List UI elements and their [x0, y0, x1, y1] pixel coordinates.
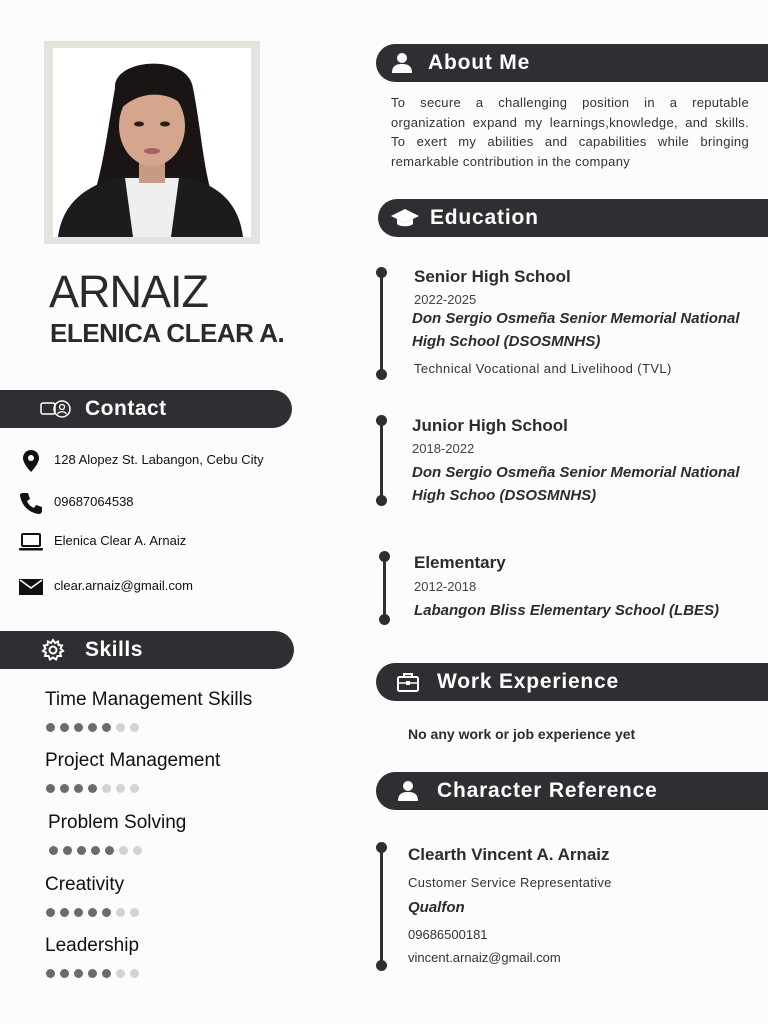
graduation-cap-icon — [390, 207, 420, 229]
reference-phone: 09686500181 — [408, 927, 488, 942]
education-heading: Education — [430, 206, 539, 229]
location-pin-icon — [18, 448, 44, 474]
laptop-icon — [18, 529, 44, 555]
contact-icon — [40, 398, 72, 420]
timeline-dot — [376, 267, 387, 278]
rating-dot-empty — [116, 784, 125, 793]
profile-photo-frame — [44, 41, 260, 244]
first-name: ELENICA CLEAR A. — [50, 318, 285, 348]
rating-dot-filled — [46, 784, 55, 793]
about-text: To secure a challenging position in a reputable organization expand my learnings,knowledge, and skills. To exert my abilities and capabilities while bringing remarkable contribution in the company — [391, 95, 749, 169]
timeline-dot — [376, 960, 387, 971]
reference-heading: Character Reference — [437, 779, 658, 802]
edu-school: Don Sergio Osmeña Senior Memorial National High Schoo (DSOSMNHS) — [412, 464, 740, 504]
skills-heading: Skills — [85, 638, 143, 661]
contact-header — [0, 390, 292, 428]
skill-rating — [49, 846, 142, 855]
skill-name: Project Management — [45, 750, 221, 771]
skills-header — [0, 631, 294, 669]
rating-dot-filled — [88, 908, 97, 917]
briefcase-icon — [396, 671, 420, 693]
rating-dot-filled — [46, 969, 55, 978]
rating-dot-filled — [60, 969, 69, 978]
timeline-line — [380, 272, 383, 375]
rating-dot-empty — [130, 969, 139, 978]
rating-dot-filled — [46, 723, 55, 732]
skill-name: Problem Solving — [48, 812, 187, 833]
rating-dot-filled — [60, 908, 69, 917]
rating-dot-filled — [88, 784, 97, 793]
rating-dot-filled — [88, 723, 97, 732]
work-header — [376, 663, 768, 701]
rating-dot-empty — [116, 908, 125, 917]
timeline-dot — [379, 614, 390, 625]
edu-school: Labangon Bliss Elementary School (LBES) — [414, 602, 720, 619]
timeline-dot — [376, 495, 387, 506]
edu-school: Don Sergio Osmeña Senior Memorial National High School (DSOSMNHS) — [412, 310, 740, 350]
reference-name: Clearth Vincent A. Arnaiz — [408, 845, 610, 864]
skill-rating — [46, 969, 139, 978]
email-text: clear.arnaiz@gmail.com — [54, 578, 193, 593]
education-header — [378, 199, 768, 237]
rating-dot-filled — [102, 908, 111, 917]
work-heading: Work Experience — [437, 670, 620, 693]
rating-dot-empty — [130, 723, 139, 732]
rating-dot-empty — [116, 969, 125, 978]
profile-photo — [53, 48, 251, 237]
rating-dot-filled — [74, 908, 83, 917]
edu-level: Elementary — [414, 553, 506, 572]
timeline-line — [383, 556, 386, 619]
rating-dot-filled — [102, 969, 111, 978]
reference-position: Customer Service Representative — [408, 875, 612, 890]
reference-email: vincent.arnaiz@gmail.com — [408, 950, 561, 965]
rating-dot-filled — [46, 908, 55, 917]
rating-dot-filled — [63, 846, 72, 855]
skill-name: Time Management Skills — [45, 689, 253, 710]
skill-name: Creativity — [45, 874, 125, 895]
rating-dot-filled — [74, 723, 83, 732]
rating-dot-empty — [119, 846, 128, 855]
edu-years: 2022-2025 — [414, 292, 477, 307]
work-text: No any work or job experience yet — [408, 726, 636, 742]
edu-strand: Technical Vocational and Livelihood (TVL) — [414, 361, 672, 376]
reference-company: Qualfon — [408, 899, 465, 916]
rating-dot-filled — [74, 784, 83, 793]
contact-heading: Contact — [85, 397, 167, 420]
address-text: 128 Alopez St. Labangon, Cebu City — [54, 452, 264, 467]
last-name: ARNAIZ — [49, 266, 209, 317]
person-icon — [390, 52, 414, 74]
rating-dot-filled — [60, 723, 69, 732]
rating-dot-filled — [102, 723, 111, 732]
timeline-line — [380, 421, 383, 501]
rating-dot-filled — [49, 846, 58, 855]
edu-years: 2012-2018 — [414, 579, 477, 594]
timeline-dot — [376, 415, 387, 426]
timeline-dot — [379, 551, 390, 562]
about-heading: About Me — [428, 51, 531, 74]
edu-level: Senior High School — [414, 267, 571, 286]
skill-rating — [46, 723, 139, 732]
timeline-line — [380, 848, 383, 966]
edu-years: 2018-2022 — [412, 441, 475, 456]
mail-icon — [18, 574, 44, 600]
rating-dot-empty — [133, 846, 142, 855]
rating-dot-filled — [77, 846, 86, 855]
reference-header — [376, 772, 768, 810]
timeline-dot — [376, 369, 387, 380]
rating-dot-empty — [116, 723, 125, 732]
phone-text: 09687064538 — [54, 494, 134, 509]
social-text: Elenica Clear A. Arnaiz — [54, 533, 187, 548]
phone-icon — [18, 490, 44, 516]
skill-rating — [46, 784, 139, 793]
skill-name: Leadership — [45, 935, 140, 956]
rating-dot-filled — [88, 969, 97, 978]
edu-level: Junior High School — [412, 416, 568, 435]
skill-rating — [46, 908, 139, 917]
rating-dot-filled — [105, 846, 114, 855]
rating-dot-empty — [102, 784, 111, 793]
rating-dot-empty — [130, 784, 139, 793]
rating-dot-filled — [91, 846, 100, 855]
timeline-dot — [376, 842, 387, 853]
rating-dot-filled — [60, 784, 69, 793]
person-icon — [396, 780, 420, 802]
rating-dot-empty — [130, 908, 139, 917]
gear-icon — [40, 638, 66, 662]
rating-dot-filled — [74, 969, 83, 978]
about-header — [376, 44, 768, 82]
